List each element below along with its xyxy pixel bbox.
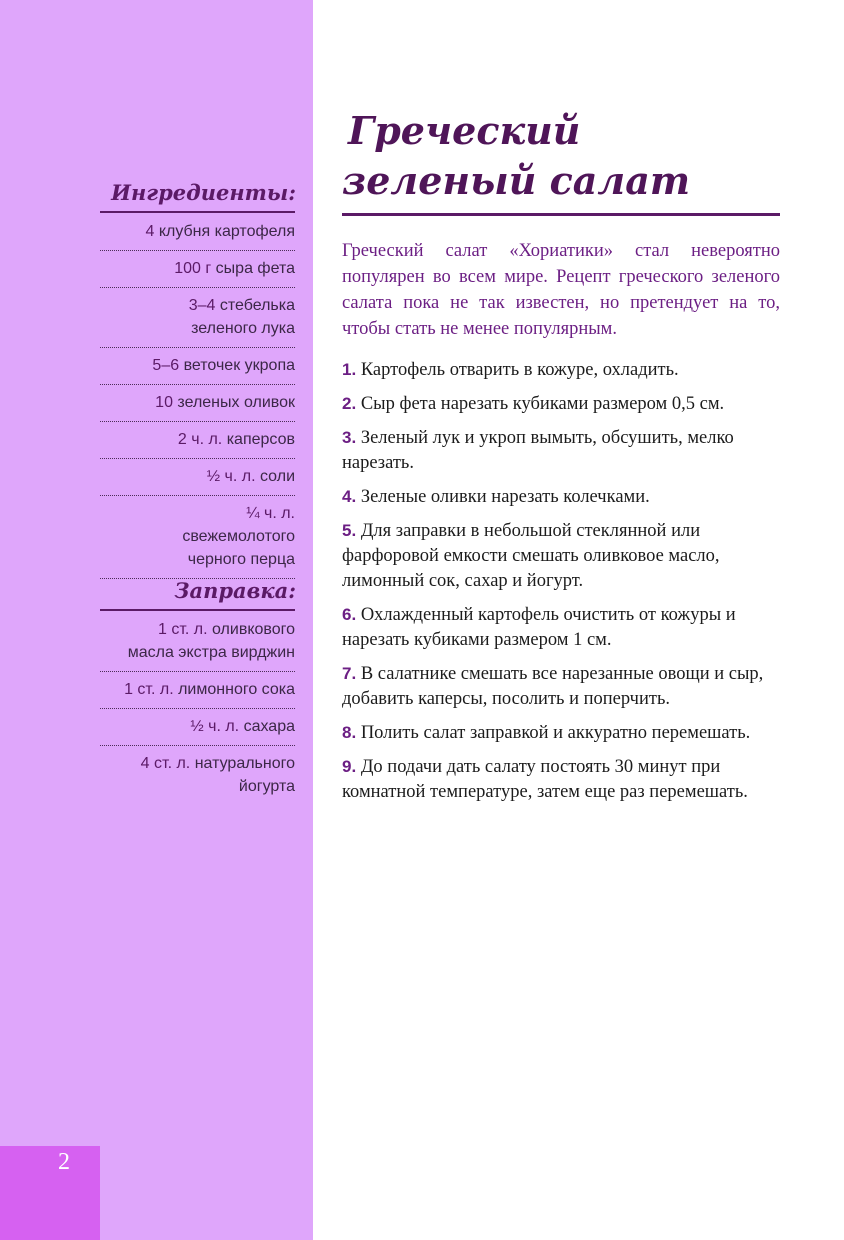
- ingredient-item: 5–6 веточек укропа: [100, 354, 295, 385]
- intro-paragraph: Греческий салат «Хориатики» стал невероятно популярен во всем мире. Рецепт греческого зеленого салата пока не так известен, но претендует на то, чтобы стать не менее популярным.: [342, 241, 780, 339]
- ingredient-item: 10 зеленых оливок: [100, 391, 295, 422]
- dressing-rule: [100, 609, 295, 611]
- dressing-list: [100, 618, 295, 811]
- ingredient-item: ¼ ч. л. свежемолотого черного перца: [100, 502, 295, 579]
- ingredient-item: 3–4 стебелька зеленого лука: [100, 294, 295, 348]
- ingredient-item: 4 клубня картофеля: [100, 220, 295, 251]
- ingredient-item: 2 ч. л. каперсов: [100, 428, 295, 459]
- dressing-item: ½ ч. л. сахара: [100, 715, 295, 746]
- step-item: 6. Охлажденный картофель очистить от кожуры и нарезать кубиками размером 1 см.: [342, 605, 736, 650]
- ingredients-heading: Ингредиенты:: [111, 180, 296, 205]
- title-line-2: зеленый салат: [342, 158, 691, 203]
- page-number: 2: [58, 1149, 70, 1175]
- step-item: 5. Для заправки в небольшой стеклянной или фарфоровой емкости смешать оливковое масло, лимонный сок, сахар и йогурт.: [342, 521, 720, 591]
- title-line-1: Греческий: [348, 108, 581, 153]
- step-item: 8. Полить салат заправкой и аккуратно перемешать.: [342, 723, 751, 743]
- dressing-heading: Заправка:: [174, 578, 296, 603]
- step-item: 4. Зеленые оливки нарезать колечками.: [342, 487, 650, 507]
- title-rule: [342, 213, 780, 216]
- page-number-box: [0, 1146, 100, 1240]
- step-item: 9. До подачи дать салату постоять 30 минут при комнатной температуре, затем еще раз перемешать.: [342, 757, 748, 802]
- step-item: 3. Зеленый лук и укроп вымыть, обсушить, мелко нарезать.: [342, 428, 734, 473]
- dressing-item: 1 ст. л. лимонного сока: [100, 678, 295, 709]
- ingredients-list: [100, 220, 295, 585]
- ingredients-rule: [100, 211, 295, 213]
- step-item: 7. В салатнике смешать все нарезанные овощи и сыр, добавить каперсы, посолить и поперчить.: [342, 664, 764, 709]
- dressing-item: 1 ст. л. оливкового масла экстра вирджин: [100, 618, 295, 672]
- page-title: [342, 106, 690, 206]
- step-item: 1. Картофель отварить в кожуре, охладить.: [342, 360, 679, 380]
- ingredient-item: 100 г сыра фета: [100, 257, 295, 288]
- dressing-item: 4 ст. л. натурального йогурта: [140, 755, 295, 795]
- ingredient-item: ½ ч. л. соли: [100, 465, 295, 496]
- step-item: 2. Сыр фета нарезать кубиками размером 0,5 см.: [342, 394, 725, 414]
- steps-list: [342, 357, 780, 813]
